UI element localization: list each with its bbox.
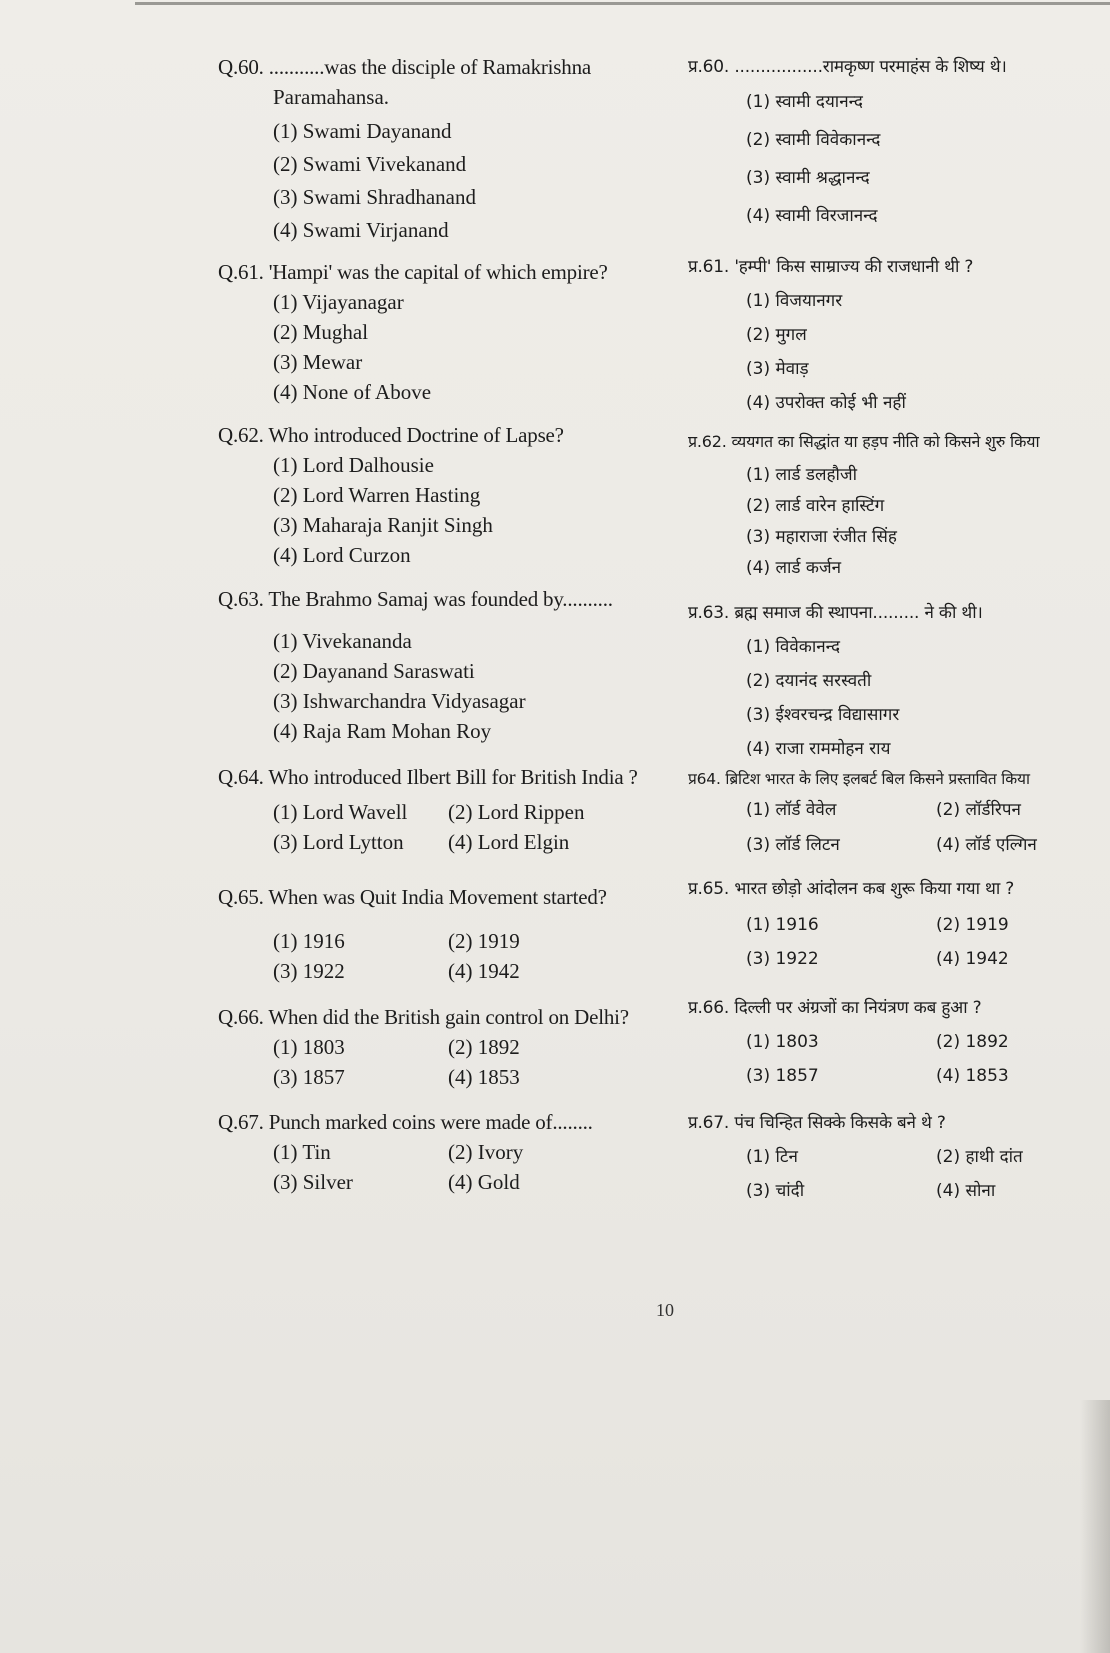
top-rule — [135, 2, 1110, 5]
question-text: प्र.61. 'हम्पी' किस साम्राज्य की राजधानी थी ? — [688, 257, 974, 277]
option: (3) स्वामी श्रद्धानन्द — [746, 168, 870, 188]
question-64-hi — [688, 764, 1103, 861]
option: (1) स्वामी दयानन्द — [746, 92, 863, 112]
option: (1) 1916 — [273, 929, 345, 953]
option-row — [688, 1027, 1103, 1058]
option: (3) 1922 — [273, 959, 345, 983]
option: (2) Ivory — [448, 1140, 524, 1164]
question-67-en — [218, 1107, 678, 1197]
option: (1) लॉर्ड वेवेल — [746, 800, 837, 820]
option: (4) 1853 — [936, 1066, 1009, 1086]
option: (2) 1919 — [936, 915, 1009, 935]
option: (1) Swami Dayanand — [273, 119, 452, 143]
option: (3) मेवाड़ — [746, 359, 809, 379]
option: (4) स्वामी विरजानन्द — [746, 206, 878, 226]
option: (3) महाराजा रंजीत सिंह — [746, 527, 897, 547]
question-text-continued: Paramahansa. — [273, 85, 390, 109]
option: (4) Raja Ram Mohan Roy — [273, 719, 492, 743]
option: (3) Mewar — [273, 350, 363, 374]
option: (2) स्वामी विवेकानन्द — [746, 130, 881, 150]
question-65-en — [218, 882, 678, 986]
option: (2) लार्ड वारेन हास्टिंग — [746, 496, 885, 516]
option-row — [688, 1142, 1103, 1173]
option: (4) 1942 — [936, 949, 1009, 969]
question-60-en — [218, 52, 678, 245]
option-row — [218, 1137, 678, 1167]
question-text: Q.60. ...........was the disciple of Ramakrishna — [218, 55, 591, 79]
option-row — [688, 830, 1103, 861]
option: (2) Mughal — [273, 320, 369, 344]
question-text: Q.62. Who introduced Doctrine of Lapse? — [218, 423, 564, 447]
option: (3) ईश्वरचन्द्र विद्यासागर — [746, 705, 900, 725]
page-number: 10 — [656, 1300, 674, 1320]
question-60-hi — [688, 52, 1103, 232]
question-text: Q.63. The Brahmo Samaj was founded by.......... — [218, 587, 613, 611]
option: (2) 1892 — [448, 1035, 520, 1059]
option: (2) Lord Warren Hasting — [273, 483, 481, 507]
option: (2) हाथी दांत — [936, 1147, 1023, 1167]
option: (1) Vivekananda — [273, 629, 412, 653]
question-text: Q.64. Who introduced Ilbert Bill for British India ? — [218, 765, 638, 789]
question-text: प्र64. ब्रिटिश भारत के लिए इलबर्ट बिल किसने प्रस्तावित किया — [688, 770, 1030, 788]
option-row — [218, 1032, 678, 1062]
question-66-hi — [688, 993, 1103, 1092]
page-edge-shadow — [1080, 1400, 1110, 1653]
option: (4) Gold — [448, 1170, 520, 1194]
option: (2) Dayanand Saraswati — [273, 659, 475, 683]
option: (2) Lord Rippen — [448, 800, 585, 824]
option: (1) विजयानगर — [746, 291, 843, 311]
question-67-hi — [688, 1108, 1103, 1207]
question-65-hi — [688, 874, 1103, 975]
question-text: प्र.65. भारत छोड़ो आंदोलन कब शुरू किया गया था ? — [688, 879, 1015, 899]
option-row — [688, 1176, 1103, 1207]
option: (2) लॉर्डरिपन — [936, 800, 1021, 820]
question-text: प्र.63. ब्रह्म समाज की स्थापना......... ने की थी। — [688, 603, 983, 623]
question-62-hi — [688, 426, 1103, 584]
option: (3) 1857 — [746, 1066, 819, 1086]
question-61-hi — [688, 252, 1103, 419]
option: (1) Lord Dalhousie — [273, 453, 434, 477]
option: (2) 1892 — [936, 1032, 1009, 1052]
option: (4) सोना — [936, 1181, 996, 1201]
question-text: Q.65. When was Quit India Movement started? — [218, 885, 607, 909]
option: (2) मुगल — [746, 325, 807, 345]
option-row — [218, 827, 678, 857]
option-row — [218, 956, 678, 986]
option: (4) Lord Elgin — [448, 830, 570, 854]
option: (3) चांदी — [746, 1181, 805, 1201]
option-row — [218, 926, 678, 956]
option: (3) Ishwarchandra Vidyasagar — [273, 689, 526, 713]
option: (1) 1803 — [273, 1035, 345, 1059]
option: (1) Lord Wavell — [273, 800, 408, 824]
option: (4) राजा राममोहन राय — [746, 739, 891, 759]
option: (2) 1919 — [448, 929, 520, 953]
option: (4) 1942 — [448, 959, 520, 983]
option-row — [688, 910, 1103, 941]
option: (1) लार्ड डलहौजी — [746, 465, 857, 485]
option-row — [218, 1167, 678, 1197]
question-text: प्र.66. दिल्ली पर अंग्रजों का नियंत्रण कब हुआ ? — [688, 998, 982, 1018]
question-text: प्र.62. व्ययगत का सिद्धांत या हड़प नीति को किसने शुरु किया — [688, 432, 1040, 451]
question-text: प्र.67. पंच चिन्हित सिक्के किसके बने थे ? — [688, 1113, 946, 1133]
option: (2) Swami Vivekanand — [273, 152, 467, 176]
question-text: प्र.60. .................रामकृष्ण परमाहंस के शिष्य थे। — [688, 57, 1007, 77]
option-row — [218, 1062, 678, 1092]
option-row — [688, 795, 1103, 826]
option: (3) Silver — [273, 1170, 353, 1194]
option: (3) 1922 — [746, 949, 819, 969]
question-61-en — [218, 257, 678, 407]
option-row — [688, 1061, 1103, 1092]
question-text: Q.66. When did the British gain control on Delhi? — [218, 1005, 629, 1029]
question-63-hi — [688, 598, 1103, 765]
option: (3) Lord Lytton — [273, 830, 404, 854]
option: (3) 1857 — [273, 1065, 345, 1089]
option: (4) Lord Curzon — [273, 543, 411, 567]
question-62-en — [218, 420, 678, 570]
option: (4) None of Above — [273, 380, 432, 404]
option: (1) Tin — [273, 1140, 331, 1164]
option: (3) Swami Shradhanand — [273, 185, 476, 209]
option: (3) Maharaja Ranjit Singh — [273, 513, 493, 537]
option: (1) 1916 — [746, 915, 819, 935]
option-row — [688, 944, 1103, 975]
option: (4) Swami Virjanand — [273, 218, 449, 242]
question-63-en — [218, 584, 678, 746]
option: (1) Vijayanagar — [273, 290, 404, 314]
question-text: Q.67. Punch marked coins were made of........ — [218, 1110, 593, 1134]
question-66-en — [218, 1002, 678, 1092]
option: (4) लॉर्ड एल्गिन — [936, 835, 1037, 855]
question-text: Q.61. 'Hampi' was the capital of which empire? — [218, 260, 608, 284]
question-64-en — [218, 762, 678, 857]
option: (1) विवेकानन्द — [746, 637, 840, 657]
option: (4) लार्ड कर्जन — [746, 558, 842, 578]
option: (2) दयानंद सरस्वती — [746, 671, 872, 691]
option: (3) लॉर्ड लिटन — [746, 835, 840, 855]
option: (1) 1803 — [746, 1032, 819, 1052]
option: (4) 1853 — [448, 1065, 520, 1089]
option: (1) टिन — [746, 1147, 798, 1167]
option: (4) उपरोक्त कोई भी नहीं — [746, 393, 906, 413]
option-row — [218, 797, 678, 827]
